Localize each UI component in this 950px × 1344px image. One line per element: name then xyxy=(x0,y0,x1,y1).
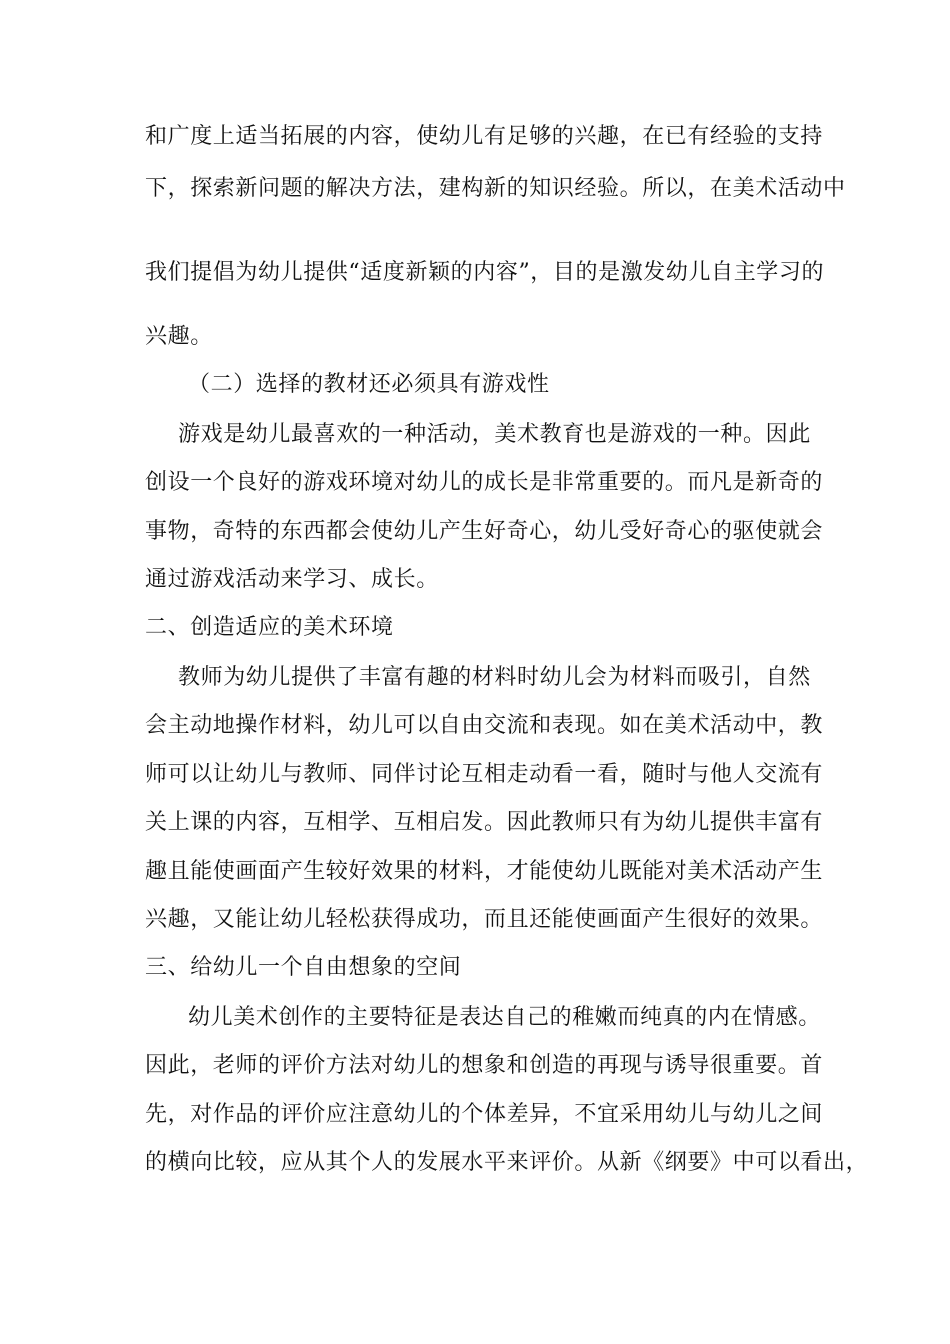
body-text-line: 师可以让幼儿与教师、同伴讨论互相走动看一看，随时与他人交流有 xyxy=(145,762,824,787)
body-text-line: 兴趣。 xyxy=(145,324,213,349)
body-text-line: 趣且能使画面产生较好效果的材料，才能使幼儿既能对美术活动产生 xyxy=(145,859,824,884)
body-text-line: 我们提倡为幼儿提供“适度新颖的内容”，目的是激发幼儿自主学习的 xyxy=(145,260,825,285)
body-text-line: 教师为幼儿提供了丰富有趣的材料时幼儿会为材料而吸引，自然 xyxy=(178,665,811,690)
section-heading: 三、给幼儿一个自由想象的空间 xyxy=(145,955,462,980)
body-text-line: 和广度上适当拓展的内容，使幼儿有足够的兴趣，在已有经验的支持 xyxy=(145,124,824,149)
body-text-line: 会主动地操作材料，幼儿可以自由交流和表现。如在美术活动中，教 xyxy=(145,713,824,738)
body-text-line: 创设一个良好的游戏环境对幼儿的成长是非常重要的。而凡是新奇的 xyxy=(145,470,824,495)
body-text-line: 的横向比较，应从其个人的发展水平来评价。从新《纲要》中可以看出， xyxy=(145,1150,869,1175)
section-heading: 二、创造适应的美术环境 xyxy=(145,615,394,640)
body-text-line: 通过游戏活动来学习、成长。 xyxy=(145,567,439,592)
body-text-line: 事物，奇特的东西都会使幼儿产生好奇心，幼儿受好奇心的驱使就会 xyxy=(145,519,824,544)
body-text-line: 下，探索新问题的解决方法，建构新的知识经验。所以，在美术活动中 xyxy=(145,176,846,201)
body-text-line: 关上课的内容，互相学、互相启发。因此教师只有为幼儿提供丰富有 xyxy=(145,810,824,835)
body-text-line: 因此，老师的评价方法对幼儿的想象和创造的再现与诱导很重要。首 xyxy=(145,1053,824,1078)
body-text-line: 幼儿美术创作的主要特征是表达自己的稚嫩而纯真的内在情感。 xyxy=(188,1005,821,1030)
section-subheading: （二）选择的教材还必须具有游戏性 xyxy=(188,372,550,397)
body-text-line: 游戏是幼儿最喜欢的一种活动，美术教育也是游戏的一种。因此 xyxy=(178,422,811,447)
body-text-line: 兴趣，又能让幼儿轻松获得成功，而且还能使画面产生很好的效果。 xyxy=(145,907,824,932)
body-text-line: 先，对作品的评价应注意幼儿的个体差异，不宜采用幼儿与幼儿之间 xyxy=(145,1102,824,1127)
